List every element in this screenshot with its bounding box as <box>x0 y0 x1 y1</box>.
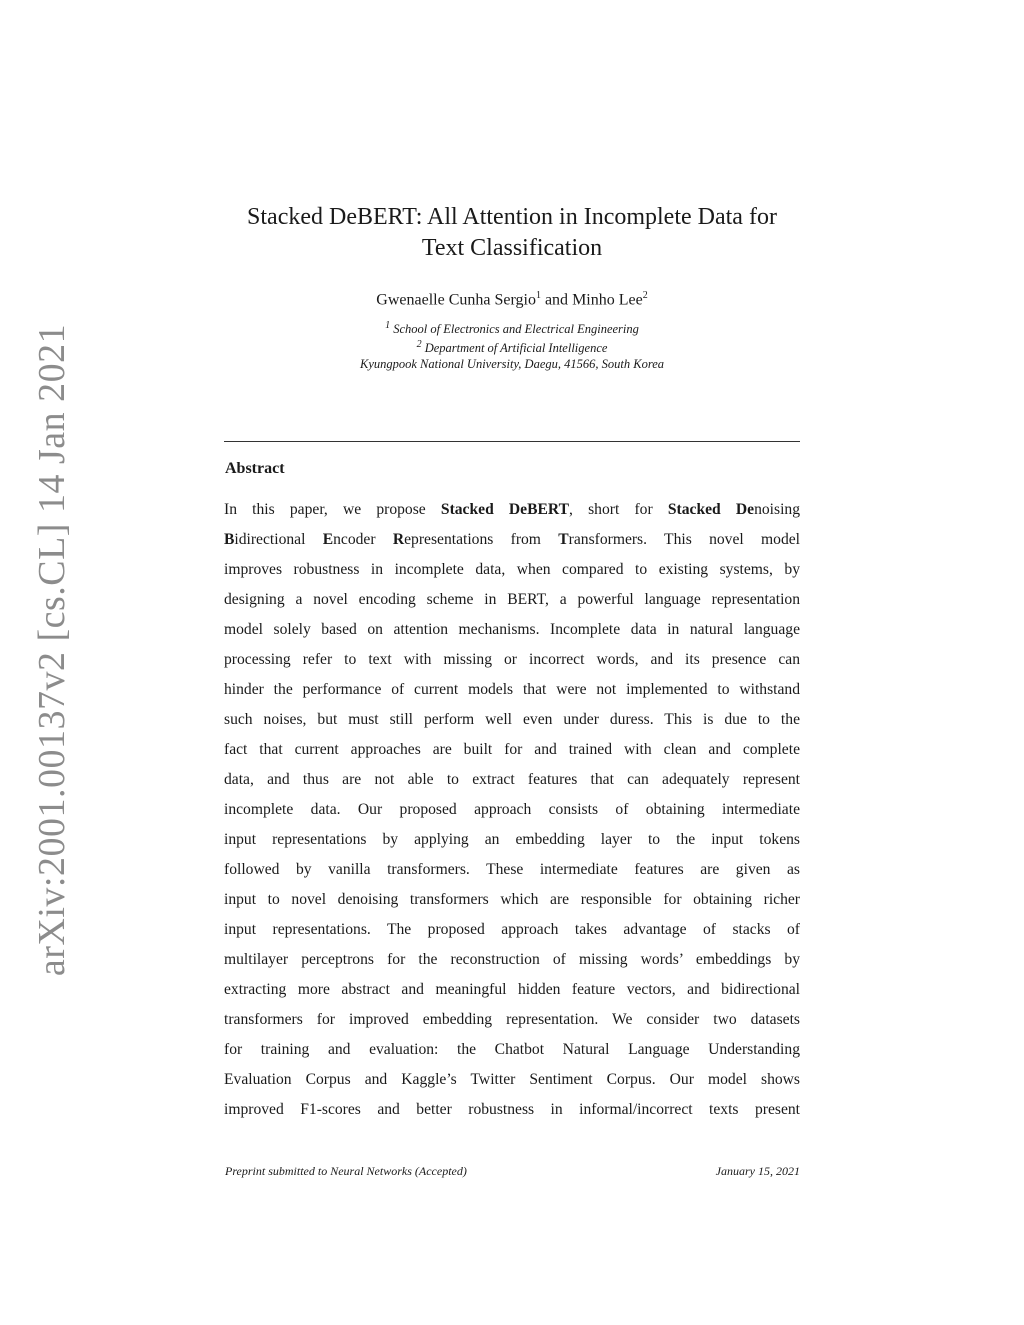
abstract-text: epresentations from <box>404 531 559 548</box>
abstract-line <box>224 495 800 525</box>
affiliation-line <box>224 318 800 337</box>
abstract-line <box>224 975 800 1005</box>
abstract-line <box>224 735 800 765</box>
abstract-line <box>224 825 800 855</box>
abstract-bold-text: B <box>224 531 235 548</box>
footer-date: January 15, 2021 <box>715 1164 800 1178</box>
abstract-line <box>224 1035 800 1065</box>
abstract-bold-text: R <box>392 531 405 548</box>
abstract-line <box>224 1095 800 1125</box>
abstract-text: transformers for improved embedding representation. We consider two datasets <box>224 1011 800 1028</box>
abstract-text: In this paper, we propose <box>224 501 441 518</box>
affiliation-text: Department of Artificial Intelligence <box>424 341 608 356</box>
abstract-text: designing a novel encoding scheme in BERT, a powerful language representation <box>224 591 800 608</box>
abstract-text: noising <box>754 501 800 518</box>
abstract-line <box>224 885 800 915</box>
abstract-text: for training and evaluation: the Chatbot Natural Language Understanding <box>224 1041 800 1058</box>
abstract-text: improved F1-scores and better robustness in informal/incorrect texts present <box>224 1101 800 1118</box>
author-affiliation-mark: 1 <box>535 290 541 301</box>
abstract-line <box>224 675 800 705</box>
abstract-line <box>224 795 800 825</box>
paper-title-line-2: Text Classification <box>421 235 603 261</box>
abstract-text: , short for <box>569 501 668 518</box>
abstract-text: input representations by applying an embedding layer to the input tokens <box>224 831 800 848</box>
abstract-line <box>224 555 800 585</box>
abstract-text: input representations. The proposed approach takes advantage of stacks of <box>224 921 800 938</box>
affiliation-text: School of Electronics and Electrical Engineering <box>393 322 639 337</box>
abstract-text: such noises, but must still perform well even under duress. This is due to the <box>224 711 800 728</box>
horizontal-rule <box>224 441 800 442</box>
abstract-text: fact that current approaches are built for and trained with clean and complete <box>224 741 800 758</box>
author-conjunction: and <box>540 291 573 309</box>
abstract-line <box>224 855 800 885</box>
abstract-line <box>224 915 800 945</box>
abstract-line <box>224 945 800 975</box>
affiliation-mark: 1 <box>385 320 391 331</box>
affiliation-line <box>224 337 800 356</box>
abstract-line <box>224 645 800 675</box>
abstract-text: hinder the performance of current models that were not implemented to withstand <box>224 681 800 698</box>
paper-title <box>224 202 800 264</box>
abstract-text: ransformers. This novel model <box>568 531 800 548</box>
abstract-text: incomplete data. Our proposed approach consists of obtaining intermediate <box>224 801 800 818</box>
abstract-text: processing refer to text with missing or incorrect words, and its presence can <box>224 651 800 668</box>
affiliation-line <box>224 356 800 372</box>
abstract-line <box>224 765 800 795</box>
abstract-line <box>224 585 800 615</box>
abstract-line <box>224 1065 800 1095</box>
footer-submission-note: Preprint submitted to Neural Networks (Accepted) <box>225 1164 467 1178</box>
abstract-text: idirectional <box>234 531 323 548</box>
abstract-line <box>224 1005 800 1035</box>
abstract-text: ncoder <box>333 531 393 548</box>
abstract-line <box>224 705 800 735</box>
author-name: Gwenaelle Cunha Sergio <box>376 291 536 309</box>
abstract-text: data, and thus are not able to extract features that can adequately represent <box>224 771 800 788</box>
abstract-line <box>224 615 800 645</box>
abstract-text: Evaluation Corpus and Kaggle’s Twitter Sentiment Corpus. Our model shows <box>224 1071 800 1088</box>
abstract-bold-text: Stacked DeBERT <box>440 501 570 518</box>
abstract-body <box>224 495 800 1125</box>
abstract-text: input to novel denoising transformers which are responsible for obtaining richer <box>224 891 800 908</box>
author-affiliation-mark: 2 <box>642 290 648 301</box>
paper-title-line-1: Stacked DeBERT: All Attention in Incomplete Data for <box>247 204 777 230</box>
abstract-heading: Abstract <box>225 460 285 477</box>
author-list <box>224 290 800 309</box>
affiliations <box>224 318 800 372</box>
author-name: Minho Lee <box>572 291 643 309</box>
affiliation-mark: 2 <box>416 339 422 351</box>
abstract-text: improves robustness in incomplete data, when compared to existing systems, by <box>224 561 800 578</box>
abstract-bold-text: E <box>322 531 334 548</box>
abstract-text: model solely based on attention mechanisms. Incomplete data in natural language <box>224 621 800 638</box>
abstract-bold-text: Stacked De <box>667 501 755 518</box>
abstract-line <box>224 525 800 555</box>
abstract-bold-text: T <box>558 531 569 548</box>
abstract-text: followed by vanilla transformers. These intermediate features are given as <box>224 861 800 878</box>
affiliation-text: Kyungpook National University, Daegu, 41566, South Korea <box>359 357 665 372</box>
abstract-text: extracting more abstract and meaningful hidden feature vectors, and bidirectional <box>224 981 800 998</box>
arxiv-identifier-stamp: arXiv:2001.00137v2 [cs.CL] 14 Jan 2021 <box>31 323 73 977</box>
abstract-text: multilayer perceptrons for the reconstruction of missing words’ embeddings by <box>224 951 800 968</box>
